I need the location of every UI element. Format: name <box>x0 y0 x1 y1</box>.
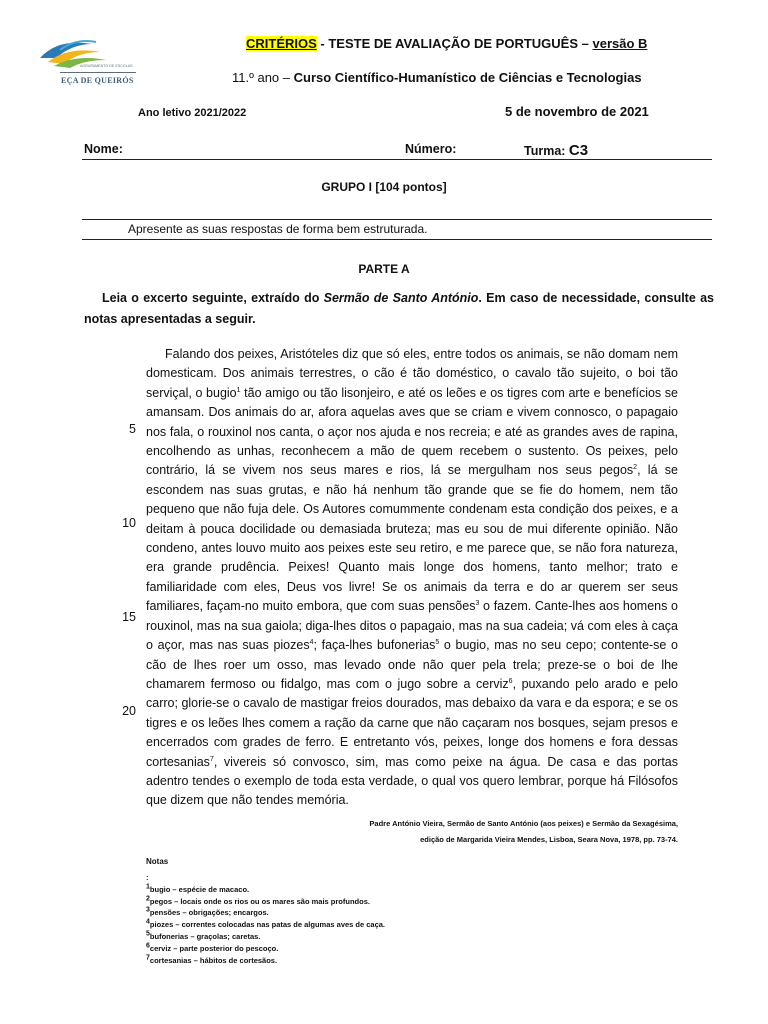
notes-title: Notas <box>146 857 169 866</box>
note-number: 7 <box>146 954 150 962</box>
number-label: Número: <box>405 142 457 156</box>
excerpt-segment: o bugio, mas no seu cepo; contente-se o cão de lhes roer um osso, mas levado onde não quer pela trela; preze-se o boi de lhe chamarem fermoso ou fidalgo, mas com o jugo sobre a cerviz <box>146 638 678 691</box>
note-text: bufonerias – graçolas; caretas. <box>149 931 261 941</box>
note-item <box>146 955 385 967</box>
instruction-rule-bottom <box>82 239 712 240</box>
logo-waves-icon <box>36 34 136 74</box>
reading-instructions <box>84 288 714 330</box>
line-number: 5 <box>129 422 136 436</box>
note-mark: 4 <box>309 638 314 646</box>
note-item <box>146 896 385 908</box>
line-number: 20 <box>122 704 136 718</box>
class-label: Turma: <box>524 144 569 158</box>
document-subtitle <box>232 70 642 85</box>
note-mark: 5 <box>435 638 440 646</box>
notes-list <box>146 872 385 966</box>
school-logo <box>36 34 136 96</box>
note-item <box>146 943 385 955</box>
part-title: PARTE A <box>358 262 410 276</box>
instruction-rule-top <box>82 219 712 220</box>
note-number: 6 <box>146 942 150 950</box>
citation-line-1: Padre António Vieira, Sermão de Santo António (aos peixes) e Sermão da Sexagésima, <box>369 819 678 828</box>
criteria-highlight: CRITÉRIOS <box>246 36 317 51</box>
logo-divider <box>60 72 136 73</box>
intro-after: . Em caso de necessidade, consulte as notas apresentadas a seguir. <box>84 291 714 326</box>
citation-line-2: edição de Margarida Vieira Mendes, Lisboa, Seara Nova, 1978, pp. 73-74. <box>420 835 678 844</box>
excerpt-segment: o fazem. Cante-lhes aos homens o rouxinol, mas na sua gaiola; diga-lhes ditos o papagaio, mas na sua cadeia; vá com eles à caça o açor, mas nas suas piozes <box>146 599 678 653</box>
note-number: 5 <box>146 930 150 938</box>
note-number: 1 <box>146 883 150 891</box>
logo-small-text: AGRUPAMENTO DE ESCOLAS <box>80 64 133 68</box>
header-rule <box>82 159 712 160</box>
note-item <box>146 884 385 896</box>
note-mark: 3 <box>475 600 480 608</box>
excerpt-segment: ; faça-lhes bufonerias <box>313 638 436 653</box>
instruction-text: Apresente as suas respostas de forma bem estruturada. <box>128 222 428 236</box>
excerpt-segment: , puxando pelo arado e pelo carro; glorie-se o cavalo de mastigar freios dourados, mas debaixo da vara e da espora; e se os tigres e os leões lhes comem a ração da carne que não caçaram nos bosques, sejam presos e encerrados com grades de ferro. E entretanto vós, peixes, longe dos homens e fora dessas cortesanias <box>146 676 678 769</box>
note-text: bugio – espécie de macaco. <box>149 884 250 894</box>
school-year: Ano letivo 2021/2022 <box>138 107 247 119</box>
class-value: C3 <box>568 142 589 159</box>
note-number: 4 <box>146 918 150 926</box>
note-text: cerviz – parte posterior do pescoço. <box>149 943 279 953</box>
note-text: pensões – obrigações; encargos. <box>149 908 269 918</box>
version-label: versão B <box>592 36 648 51</box>
course-text: Curso Científico-Humanístico de Ciências e Tecnologias <box>293 70 642 85</box>
intro-before: Leia o excerto seguinte, extraído do <box>102 291 324 305</box>
group-title: GRUPO I [104 pontos] <box>321 180 447 194</box>
note-item <box>146 919 385 931</box>
note-item <box>146 931 385 943</box>
note-mark: 2 <box>633 464 638 472</box>
class-field <box>524 142 588 159</box>
excerpt-segment: Falando dos peixes, Aristóteles diz que só eles, entre todos os animais, se não domam nem domesticam. Dos animais terrestres, o cão é tão doméstico, o cavalo tão sujeito, o boi tão serviçal, o bugio <box>146 347 678 400</box>
name-label: Nome: <box>84 142 123 156</box>
test-date: 5 de novembro de 2021 <box>505 104 649 119</box>
sermon-excerpt <box>146 345 678 811</box>
excerpt-segment: , vivereis só convosco, sim, mas como peixe na água. De casa e das portas adentro tendes o exemplo de toda esta verdade, o qual vos quero lembrar, porque há Filósofos que dizem que não tendes memória. <box>146 754 678 808</box>
note-text: piozes – correntes colocadas nas patas de algumas aves de caça. <box>149 920 386 930</box>
line-number: 10 <box>122 516 136 530</box>
note-item <box>146 907 385 919</box>
note-mark: 6 <box>508 677 513 685</box>
notes-colon: : <box>146 873 149 882</box>
document-title <box>246 36 647 51</box>
line-number: 15 <box>122 610 136 624</box>
note-mark: 7 <box>209 755 214 763</box>
note-text: cortesanias – hábitos de cortesãos. <box>149 955 278 965</box>
note-text: pegos – locais onde os rios ou os mares são mais profundos. <box>149 896 370 906</box>
grade-text: 11.º ano – <box>232 70 294 85</box>
excerpt-segment: , lá se escondem nas suas grutas, e não há nenhum tão grande que se fie do homem, nem tão pequeno que não fuja dele. Os Autores comummente condenam esta condição dos peixes, e a deitam à pouca docilidade ou demasiada bruteza; mas eu sou de mui diferente opinião. Não condeno, antes louvo muito aos peixes este seu retiro, e me parece que, se não fora natureza, era grande prudência. Peixes! Quanto mais longe dos homens, tanto melhor; trato e familiaridade com eles, Deus vos livre! Se os animais da terra e do ar querem ser seus familiares, façam-no muito embora, que com suas pensões <box>146 463 678 614</box>
logo-name: EÇA DE QUEIRÓS <box>61 76 134 85</box>
excerpt-segment: tão amigo ou tão lisonjeiro, e até os leões e os tigres com arte e benefícios se amansam. Dos animais do ar, afora aquelas aves que se criam e vivem connosco, o papagaio nos fala, o rouxinol nos canta, o açor nos ajuda e nos recreia; e até as grandes aves de rapina, encolhendo as unhas, reconhecem a mão de quem recebem o sustento. Os peixes, pelo contrário, lá se vivem nos seus mares e rios, lá se mergulham nos seus pegos <box>146 385 679 478</box>
note-number: 3 <box>146 906 150 914</box>
work-title: Sermão de Santo António <box>323 291 479 305</box>
note-number: 2 <box>146 895 150 903</box>
note-mark: 1 <box>236 386 241 394</box>
title-text: - TESTE DE AVALIAÇÃO DE PORTUGUÊS – <box>316 36 593 51</box>
